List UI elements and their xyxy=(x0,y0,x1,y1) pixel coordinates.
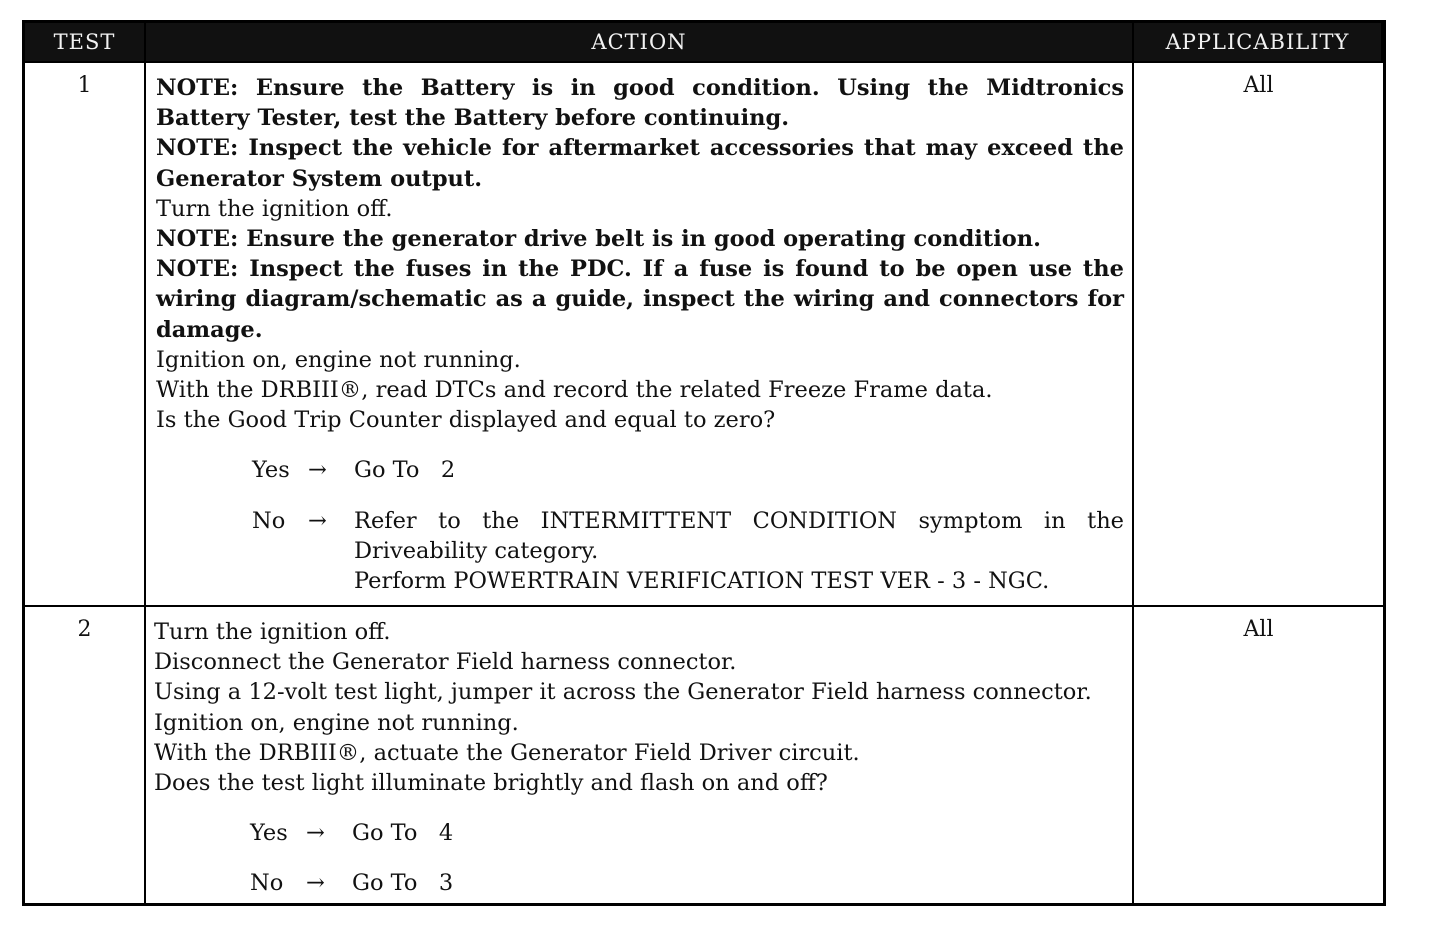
action-cell-1 xyxy=(146,61,1134,605)
branch-no xyxy=(250,868,1124,898)
branch-no xyxy=(252,506,1124,597)
test-number-2: 2 xyxy=(25,605,146,903)
branch-yes xyxy=(252,455,1124,485)
test-number-1: 1 xyxy=(25,61,146,605)
action-step: With the DRBIII®, actuate the Generator Field Driver circuit. xyxy=(154,739,860,766)
column-header-applicability: APPLICABILITY xyxy=(1134,23,1383,61)
branch-answer: No xyxy=(250,870,284,897)
branch-result xyxy=(354,506,1124,597)
action-step: Ignition on, engine not running. xyxy=(156,346,521,373)
diagnostic-test-table xyxy=(22,20,1386,906)
action-step: With the DRBIII®, read DTCs and record the related Freeze Frame data. xyxy=(156,377,993,404)
branch-result-line: Refer to the INTERMITTENT CONDITION symptom in the Driveability category. xyxy=(354,507,1124,564)
action-note-battery: NOTE: Ensure the Battery is in good condition. Using the Midtronics Battery Tester, test the Battery before continuing. xyxy=(156,75,1124,132)
action-question: Is the Good Trip Counter displayed and equal to zero? xyxy=(156,407,776,434)
action-step: Turn the ignition off. xyxy=(156,195,393,222)
column-header-test: TEST xyxy=(25,23,146,61)
column-header-action: ACTION xyxy=(146,23,1134,61)
action-question: Does the test light illuminate brightly and flash on and off? xyxy=(154,770,828,797)
action-step: Turn the ignition off. xyxy=(154,619,391,645)
right-arrow-icon: → xyxy=(308,507,327,534)
branch-result: Go To 4 xyxy=(352,820,454,847)
branch-answer: Yes xyxy=(252,457,290,484)
right-arrow-icon: → xyxy=(308,457,327,484)
right-arrow-icon: → xyxy=(306,870,325,897)
branch-result: Go To 3 xyxy=(352,870,454,897)
action-step: Disconnect the Generator Field harness connector. xyxy=(154,649,737,676)
branch-answer: Yes xyxy=(250,820,288,847)
action-step: Ignition on, engine not running. xyxy=(154,709,519,736)
branch-answer: No xyxy=(252,507,286,534)
applicability-1: All xyxy=(1134,61,1383,605)
branch-result: Go To 2 xyxy=(354,457,456,484)
branch-result-line: Perform POWERTRAIN VERIFICATION TEST VER - 3 - NGC. xyxy=(354,568,1050,595)
action-cell-2 xyxy=(146,605,1134,903)
action-note-aftermarket: NOTE: Inspect the vehicle for aftermarket accessories that may exceed the Generator System output. xyxy=(156,135,1124,192)
right-arrow-icon: → xyxy=(306,820,325,847)
action-note-fuses: NOTE: Inspect the fuses in the PDC. If a fuse is found to be open use the wiring diagram/schematic as a guide, inspect the wiring and connectors for damage. xyxy=(156,256,1124,343)
action-step: Using a 12-volt test light, jumper it across the Generator Field harness connector. xyxy=(154,679,1092,706)
branch-yes xyxy=(250,818,1124,848)
applicability-2: All xyxy=(1134,605,1383,903)
action-note-belt: NOTE: Ensure the generator drive belt is in good operating condition. xyxy=(156,226,1041,253)
